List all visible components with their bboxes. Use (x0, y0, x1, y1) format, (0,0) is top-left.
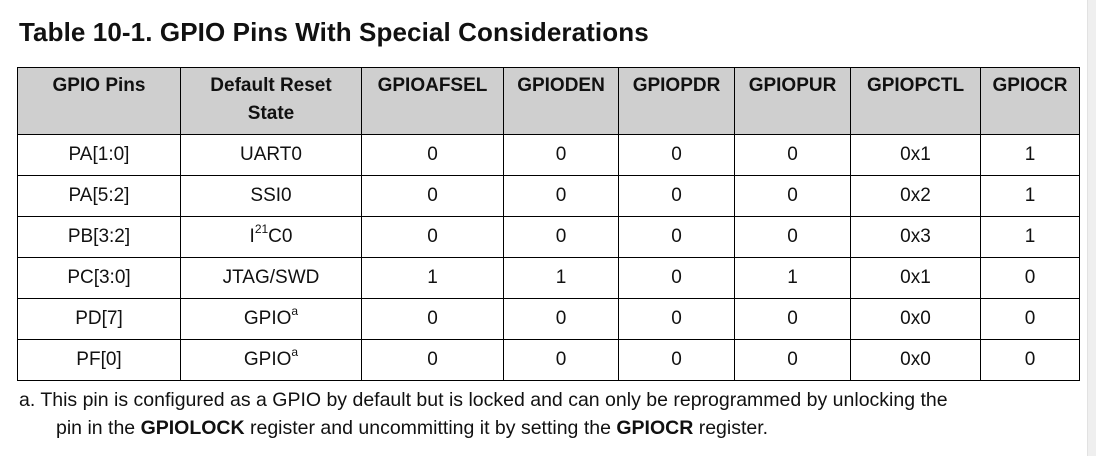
cell-gpioafsel: 0 (362, 217, 504, 258)
table-title: Table 10-1. GPIO Pins With Special Considerations (19, 17, 649, 47)
table-footnote (19, 386, 1085, 442)
cell-gpio-pins: PA[1:0] (18, 135, 181, 176)
header-gpio-pins: GPIO Pins (18, 68, 181, 135)
header-gpioafsel: GPIOAFSEL (362, 68, 504, 135)
cell-default-reset-state (181, 176, 362, 217)
header-gpiopdr: GPIOPDR (619, 68, 735, 135)
cell-gpiopdr: 0 (619, 176, 735, 217)
reset-state-prefix: I (249, 226, 255, 247)
cell-gpiopdr: 0 (619, 258, 735, 299)
cell-gpiocr: 1 (981, 135, 1080, 176)
cell-gpio-pins: PC[3:0] (18, 258, 181, 299)
cell-gpiopctl: 0x0 (851, 299, 981, 340)
cell-gpiopdr: 0 (619, 217, 735, 258)
cell-gpioden: 0 (504, 299, 619, 340)
header-gpiopur: GPIOPUR (735, 68, 851, 135)
cell-gpiopctl: 0x0 (851, 340, 981, 381)
cell-gpioafsel: 0 (362, 176, 504, 217)
cell-gpiopur: 0 (735, 340, 851, 381)
cell-gpioden: 0 (504, 135, 619, 176)
cell-gpioden: 0 (504, 217, 619, 258)
cell-gpio-pins: PD[7] (18, 299, 181, 340)
table-row (18, 217, 1080, 258)
table-header-row (18, 68, 1080, 135)
table-row (18, 299, 1080, 340)
footnote-line-2 (19, 414, 1085, 442)
reset-state-text: GPIO (243, 308, 292, 329)
cell-gpiocr: 1 (981, 176, 1080, 217)
cell-gpiocr: 0 (981, 340, 1080, 381)
table-row (18, 340, 1080, 381)
cell-gpiopctl: 0x3 (851, 217, 981, 258)
table-row (18, 176, 1080, 217)
gpiocr-register-name: GPIOCR (616, 417, 694, 439)
footnote-text: register and uncommitting it by setting the (244, 417, 617, 439)
header-gpioden: GPIODEN (504, 68, 619, 135)
cell-gpioafsel: 0 (362, 299, 504, 340)
cell-gpiopctl: 0x2 (851, 176, 981, 217)
cell-gpio-pins: PA[5:2] (18, 176, 181, 217)
cell-gpio-pins: PF[0] (18, 340, 181, 381)
cell-default-reset-state (181, 258, 362, 299)
cell-gpio-pins: PB[3:2] (18, 217, 181, 258)
footnote-marker: a (291, 303, 299, 318)
cell-gpiopur: 0 (735, 135, 851, 176)
gpiolock-register-name: GPIOLOCK (140, 417, 245, 439)
cell-gpioafsel: 0 (362, 340, 504, 381)
header-default-reset-state (181, 68, 362, 135)
cell-gpioden: 0 (504, 176, 619, 217)
cell-gpioden: 1 (504, 258, 619, 299)
reset-state-text: C0 (268, 226, 293, 247)
reset-state-text: SSI0 (250, 185, 292, 206)
cell-default-reset-state (181, 340, 362, 381)
reset-state-text: JTAG/SWD (222, 267, 320, 288)
cell-default-reset-state (181, 299, 362, 340)
table-row (18, 135, 1080, 176)
header-default-reset-line1: Default Reset (210, 75, 332, 96)
scrollbar-track[interactable] (1087, 0, 1096, 456)
cell-gpiopur: 0 (735, 299, 851, 340)
cell-gpiopctl: 0x1 (851, 135, 981, 176)
reset-state-text: GPIO (243, 349, 292, 370)
cell-gpioden: 0 (504, 340, 619, 381)
footnote-marker: a (291, 344, 299, 359)
footnote-text: pin in the (56, 417, 141, 439)
header-default-reset-line2: State (247, 103, 295, 124)
cell-gpiopctl: 0x1 (851, 258, 981, 299)
footnote-line-1: a. This pin is configured as a GPIO by default but is locked and can only be reprogrammed by unlocking the (19, 389, 948, 411)
footnote-text: register. (693, 417, 769, 439)
header-gpiocr: GPIOCR (981, 68, 1080, 135)
cell-default-reset-state (181, 217, 362, 258)
cell-gpiocr: 1 (981, 217, 1080, 258)
cell-default-reset-state (181, 135, 362, 176)
cell-gpiopdr: 0 (619, 135, 735, 176)
gpio-special-considerations-table (17, 67, 1080, 381)
cell-gpiopur: 1 (735, 258, 851, 299)
cell-gpiocr: 0 (981, 258, 1080, 299)
reset-state-superscript: 21 (254, 221, 269, 236)
cell-gpiopdr: 0 (619, 340, 735, 381)
cell-gpiopur: 0 (735, 176, 851, 217)
reset-state-text: UART0 (240, 144, 302, 165)
cell-gpioafsel: 1 (362, 258, 504, 299)
cell-gpiopdr: 0 (619, 299, 735, 340)
cell-gpiocr: 0 (981, 299, 1080, 340)
table-row (18, 258, 1080, 299)
cell-gpioafsel: 0 (362, 135, 504, 176)
cell-gpiopur: 0 (735, 217, 851, 258)
header-gpiopctl: GPIOPCTL (851, 68, 981, 135)
